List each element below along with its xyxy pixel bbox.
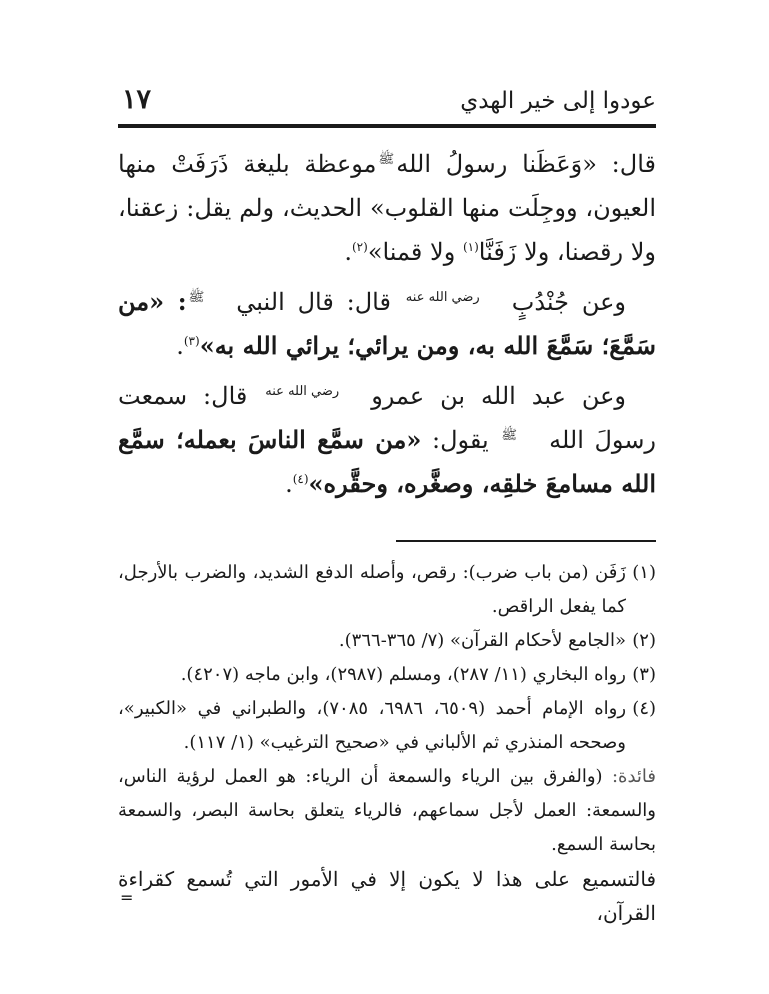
footnote-rule	[396, 540, 656, 542]
p1-period: .	[344, 238, 352, 266]
header-rule	[118, 124, 656, 128]
benefit-text: (والفرق بين الرياء والسمعة أن الرياء: هو العمل لرؤية الناس، والسمعة: العمل لأجل سماعهم، فالرياء يتعلق بحاسة البصر، والسمعة بحاسة السمع.	[118, 766, 656, 855]
p2-period: .	[176, 332, 184, 360]
footnote-ref-1[interactable]: (١)	[462, 240, 479, 254]
p1-quote-start: «وَعَظَنا رسولُ الله	[396, 150, 597, 178]
salutation-glyph: ﷺ	[501, 428, 518, 443]
footnote-text: رواه الإمام أحمد (٦٥٠٩، ٦٩٨٦، ٧٠٨٥)، والطبراني في «الكبير»، وصححه المنذري ثم الألباني في «صحيح الترغيب» (١/ ١١٧).	[118, 698, 627, 753]
main-text	[118, 142, 656, 512]
p2-hadith-quote: : «من سَمَّعَ؛ سَمَّعَ الله به، ومن يرائي؛ يرائي الله به»	[118, 287, 656, 360]
footnote-number: (٣)	[632, 664, 656, 685]
p2-text: قال: قال النبي	[236, 288, 404, 316]
p1-quote-rest: موعظة بليغة ذَرَفَتْ منها العيون، ووجِلَت منها القلوب»	[118, 150, 657, 222]
radiya-glyph: رضي الله عنه	[405, 290, 480, 305]
footnote-text: زَفَن (من باب ضرب): رقص، وأصله الدفع الشديد، والضرب بالأرجل، كما يفعل الراقص.	[118, 562, 626, 617]
continuation-mark: =	[120, 888, 134, 907]
footnote-text: «الجامع لأحكام القرآن» (٧/ ٣٦٥-٣٦٦).	[338, 630, 626, 651]
p3-intro: وعن عبد الله بن عمرو	[371, 382, 626, 410]
salutation-glyph: ﷺ	[378, 152, 395, 167]
footnote-ref-4[interactable]: (٤)	[292, 472, 309, 486]
paragraph-1	[118, 142, 656, 274]
page-number: ١٧	[122, 84, 152, 115]
paragraph-3	[118, 374, 656, 506]
p1-text-end: ولا قمنا»	[367, 238, 463, 266]
p3-period: .	[285, 470, 293, 498]
footnote-ref-2[interactable]: (٢)	[351, 240, 368, 254]
footnote-text: رواه البخاري (١١/ ٢٨٧)، ومسلم (٢٩٨٧)، وابن ماجه (٤٢٠٧).	[180, 664, 626, 685]
footnote-number: (٢)	[632, 630, 656, 651]
continuation-line	[118, 862, 656, 930]
page-header	[118, 84, 656, 124]
footnote-number: (١)	[632, 562, 656, 583]
p1-text: الحديث، ولم يقل: زعقنا، ولا رقصنا، ولا زَفَنَّا	[118, 194, 656, 266]
p3-text-2: يقول:	[421, 426, 500, 454]
benefit-label: فائدة:	[611, 766, 656, 787]
continuation-text: فالتسميع على هذا لا يكون إلا في الأمور التي تُسمع كقراءة القرآن،	[118, 867, 656, 925]
p3-hadith-quote: «من سمَّع الناسَ بعمله؛ سمَّع الله مسامعَ خلقِه، وصغَّره، وحقَّره»	[118, 425, 656, 498]
p1-intro: قال:	[596, 150, 656, 178]
footnote-3	[118, 658, 656, 692]
footnote-4	[118, 692, 656, 760]
p2-intro: وعن جُنْدُبٍ	[511, 288, 627, 316]
footnote-number: (٤)	[632, 698, 657, 719]
radiya-glyph: رضي الله عنه	[265, 384, 340, 399]
p3-text: قال: سمعت رسولَ الله	[118, 382, 657, 454]
footnote-1	[118, 556, 656, 624]
footnote-ref-3[interactable]: (٣)	[183, 334, 200, 348]
benefit-note	[118, 760, 656, 862]
running-title: عودوا إلى خير الهدي	[460, 88, 656, 114]
salutation-glyph: ﷺ	[188, 290, 205, 305]
paragraph-2	[118, 280, 656, 368]
footnote-2	[118, 624, 656, 658]
footnotes	[118, 556, 656, 930]
